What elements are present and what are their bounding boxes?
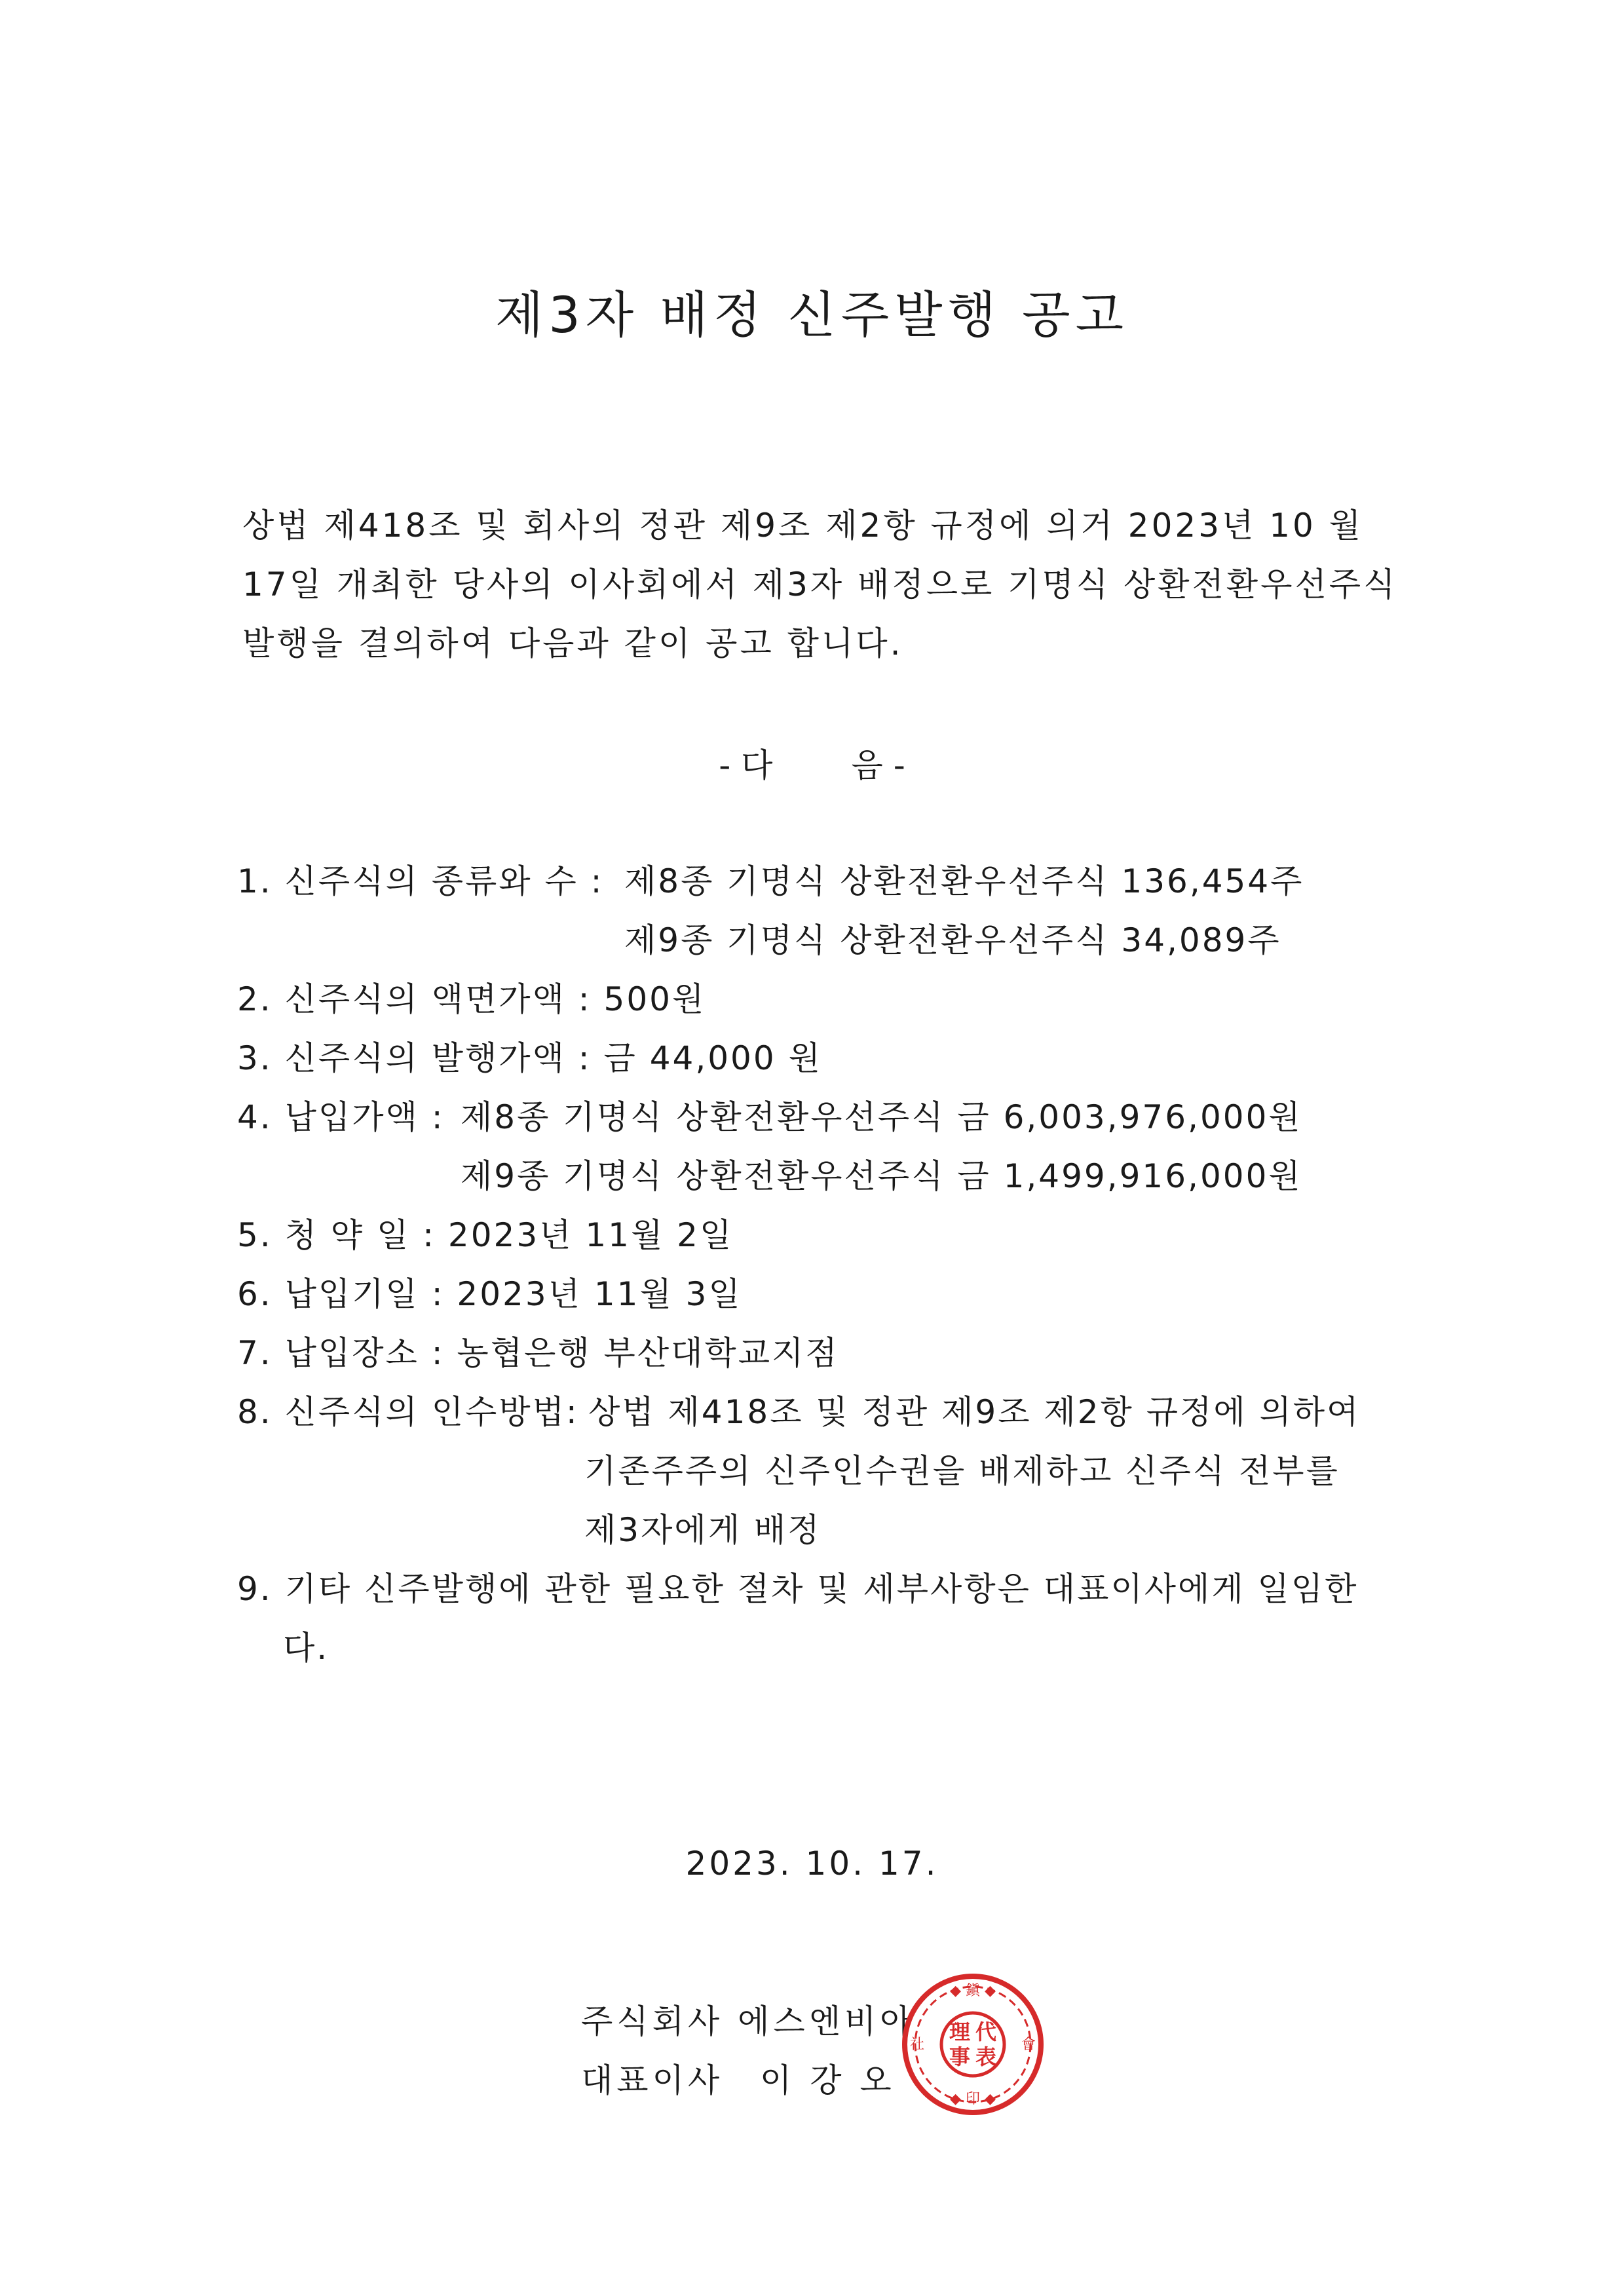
svg-text:事: 事: [949, 2044, 971, 2069]
intro-line-1: 상법 제418조 및 회사의 정관 제9조 제2항 규정에 의거 2023년 10 월: [242, 507, 1364, 545]
item-9-line-1: 9. 기타 신주발행에 관한 필요한 절차 및 세부사항은 대표이사에게 일임한: [237, 1570, 1359, 1608]
section-heading-left: - 다: [719, 746, 773, 784]
item-1-value-a: 제8종 기명식 상환전환우선주식 136,454주: [624, 862, 1304, 900]
item-4-value-a: 제8종 기명식 상환전환우선주식 금 6,003,976,000원: [461, 1098, 1302, 1136]
item-3: 3. 신주식의 발행가액 : 금 44,000 원: [237, 1039, 822, 1077]
company-name: 주식회사 에스엔비아: [581, 2002, 916, 2040]
svg-text:◆ 鎭 ◆: ◆ 鎭 ◆: [950, 1983, 996, 1999]
item-6: 6. 납입기일 : 2023년 11월 3일: [237, 1275, 742, 1313]
item-5: 5. 청 약 일 : 2023년 11월 2일: [237, 1216, 734, 1254]
item-1-value-b: 제9종 기명식 상환전환우선주식 34,089주: [624, 921, 1281, 959]
company-seal-icon: [897, 1969, 1048, 2120]
svg-text:理: 理: [949, 2019, 971, 2044]
item-1-label: 1. 신주식의 종류와 수 :: [237, 862, 604, 900]
document-date: 2023. 10. 17.: [685, 1845, 939, 1883]
item-2: 2. 신주식의 액면가액 : 500원: [237, 980, 706, 1018]
svg-text:◆ 印 ◆: ◆ 印 ◆: [950, 2091, 996, 2107]
item-4-value-b: 제9종 기명식 상환전환우선주식 금 1,499,916,000원: [461, 1157, 1302, 1195]
item-4-label: 4. 납입가액 :: [237, 1098, 445, 1136]
representative-name: 이 강 오: [760, 2061, 896, 2099]
item-7: 7. 납입장소 : 농협은행 부산대학교지점: [237, 1334, 839, 1372]
item-8-label: 8. 신주식의 인수방법:: [237, 1393, 579, 1431]
item-9-line-2: 다.: [283, 1629, 330, 1667]
intro-line-3: 발행을 결의하여 다음과 같이 공고 합니다.: [242, 624, 903, 662]
intro-line-2: 17일 개최한 당사의 이사회에서 제3자 배정으로 기명식 상환전환우선주식: [242, 565, 1398, 603]
item-8-value-a: 상법 제418조 및 정관 제9조 제2항 규정에 의하여: [588, 1393, 1361, 1431]
representative-title: 대표이사: [581, 2061, 724, 2099]
item-8-value-c: 제3자에게 배정: [584, 1511, 821, 1549]
item-8-value-b: 기존주주의 신주인수권을 배제하고 신주식 전부를: [584, 1452, 1340, 1490]
svg-text:表: 表: [975, 2044, 997, 2069]
section-heading: [0, 739, 1624, 786]
svg-text:會: 會: [1021, 2037, 1036, 2053]
section-heading-right: 음 -: [851, 746, 905, 784]
document-title: 제3자 배정 신주발행 공고: [495, 286, 1129, 344]
svg-text:社: 社: [909, 2037, 925, 2053]
svg-text:代: 代: [975, 2019, 997, 2044]
